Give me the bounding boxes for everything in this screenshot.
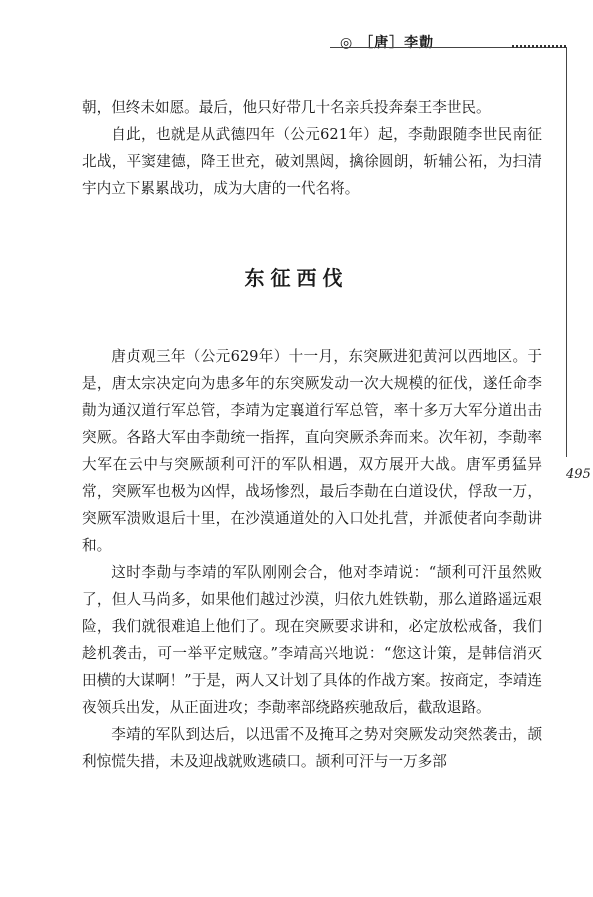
- paragraph: 唐贞观三年（公元629年）十一月，东突厥进犯黄河以西地区。于是，唐太宗决定向为患多年的东突厥发动一次大规模的征伐，遂任命李勣为通汉道行军总管，李靖为定襄道行军总管，率十多万大军分道出击突厥。各路大军由李勣统一指挥，直向突厥杀奔而来。次年初，李勣率大军在云中与突厥颉利可汗的军队相遇，双方展开大战。唐军勇猛异常，突厥军也极为凶悍，战场惨烈，最后李勣在白道设伏，俘敌一万，突厥军溃败退后十里，在沙漠通道处的入口处扎营，并派使者向李勣讲和。: [82, 348, 542, 554]
- paragraph: 朝，但终未如愿。最后，他只好带几十名亲兵投奔秦王李世民。: [82, 99, 491, 116]
- section-title: 东征西伐: [244, 266, 349, 290]
- paragraph: 自此，也就是从武德四年（公元621年）起，李勣跟随李世民南征北战，平窦建德，降王世充，破刘黑闼，擒徐圆朗，斩辅公祏，为扫清宇内立下累累战功，成为大唐的一代名将。: [82, 126, 542, 197]
- header-circle-icon: ◎: [340, 35, 354, 51]
- running-header: [340, 32, 434, 54]
- paragraph: 这时李勣与李靖的军队刚刚会合，他对李靖说：“颉利可汗虽然败了，但人马尚多，如果他们越过沙漠，归依九姓铁勒，那么道路遥远艰险，我们就很难追上他们了。现在突厥要求讲和，必定放松戒备，我们趁机袭击，可一举平定贼寇。”李靖高兴地说：“您这计策，是韩信消灭田横的大谋啊！”于是，两人又计划了具体的作战方案。按商定，李靖连夜领兵出发，从正面进攻；李勣率部绕路疾驰敌后，截敌退路。: [82, 564, 542, 716]
- header-title: ［唐］李勣: [359, 35, 435, 51]
- page-number: 495: [566, 467, 591, 482]
- paragraph: 李靖的军队到达后，以迅雷不及掩耳之势对突厥发动突然袭击，颉利惊慌失措，未及迎战就败逃碛口。颉利可汗与一万多部: [82, 726, 542, 770]
- header-rule-dots: [512, 45, 566, 48]
- section-text: [82, 343, 542, 775]
- side-rule: [566, 47, 567, 457]
- intro-text: [82, 94, 542, 202]
